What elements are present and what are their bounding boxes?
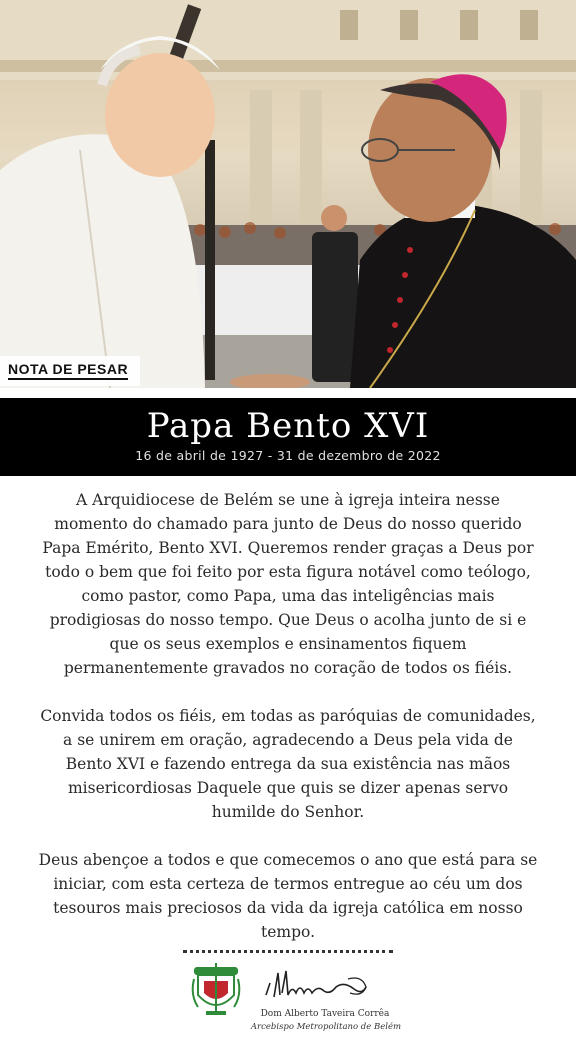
nota-de-pesar-label: NOTA DE PESAR — [8, 361, 128, 380]
signatory-title: Arcebispo Metropolitano de Belém — [250, 1022, 402, 1032]
life-dates: 16 de abril de 1927 - 31 de dezembro de 2022 — [135, 448, 441, 463]
paragraph-3: Deus abençoe a todos e que comecemos o ano que está para se iniciar, com esta certeza de termos entregue ao céu um dos tesouros mais preciosos da vida da igreja católica em nosso tempo. — [38, 851, 538, 941]
photo-illustration — [0, 0, 576, 388]
paragraph-2: Convida todos os fiéis, em todas as paróquias de comunidades, a se unirem em oração, agradecendo a Deus pela vida de Bento XVI e fazendo entrega da sua existência nas mãos misericordiosas Daquele que quis se dizer apenas servo humilde do Senhor. — [40, 707, 536, 821]
header-photo — [0, 0, 576, 388]
signature-block — [0, 953, 576, 1043]
message-body — [38, 488, 538, 944]
paragraph-1: A Arquidiocese de Belém se une à igreja inteira nesse momento do chamado para junto de Deus do nosso querido Papa Emérito, Bento XVI. Queremos render graças a Deus por todo o bem que foi feito por esta figura notável como teólogo, como pastor, como Papa, uma das inteligências mais prodigiosas do nosso tempo. Que Deus o acolha junto de si e que os seus exemplos e ensinamentos fiquem permanentemente gravados no coração de todos os fiéis. — [42, 491, 534, 677]
signatory-name: Dom Alberto Taveira Corrêa — [260, 1009, 390, 1019]
coat-of-arms-icon — [190, 961, 242, 1019]
page-title: Papa Bento XVI — [146, 406, 430, 446]
dotted-divider — [183, 946, 393, 953]
handwritten-signature — [262, 965, 372, 1005]
title-banner — [0, 398, 576, 476]
